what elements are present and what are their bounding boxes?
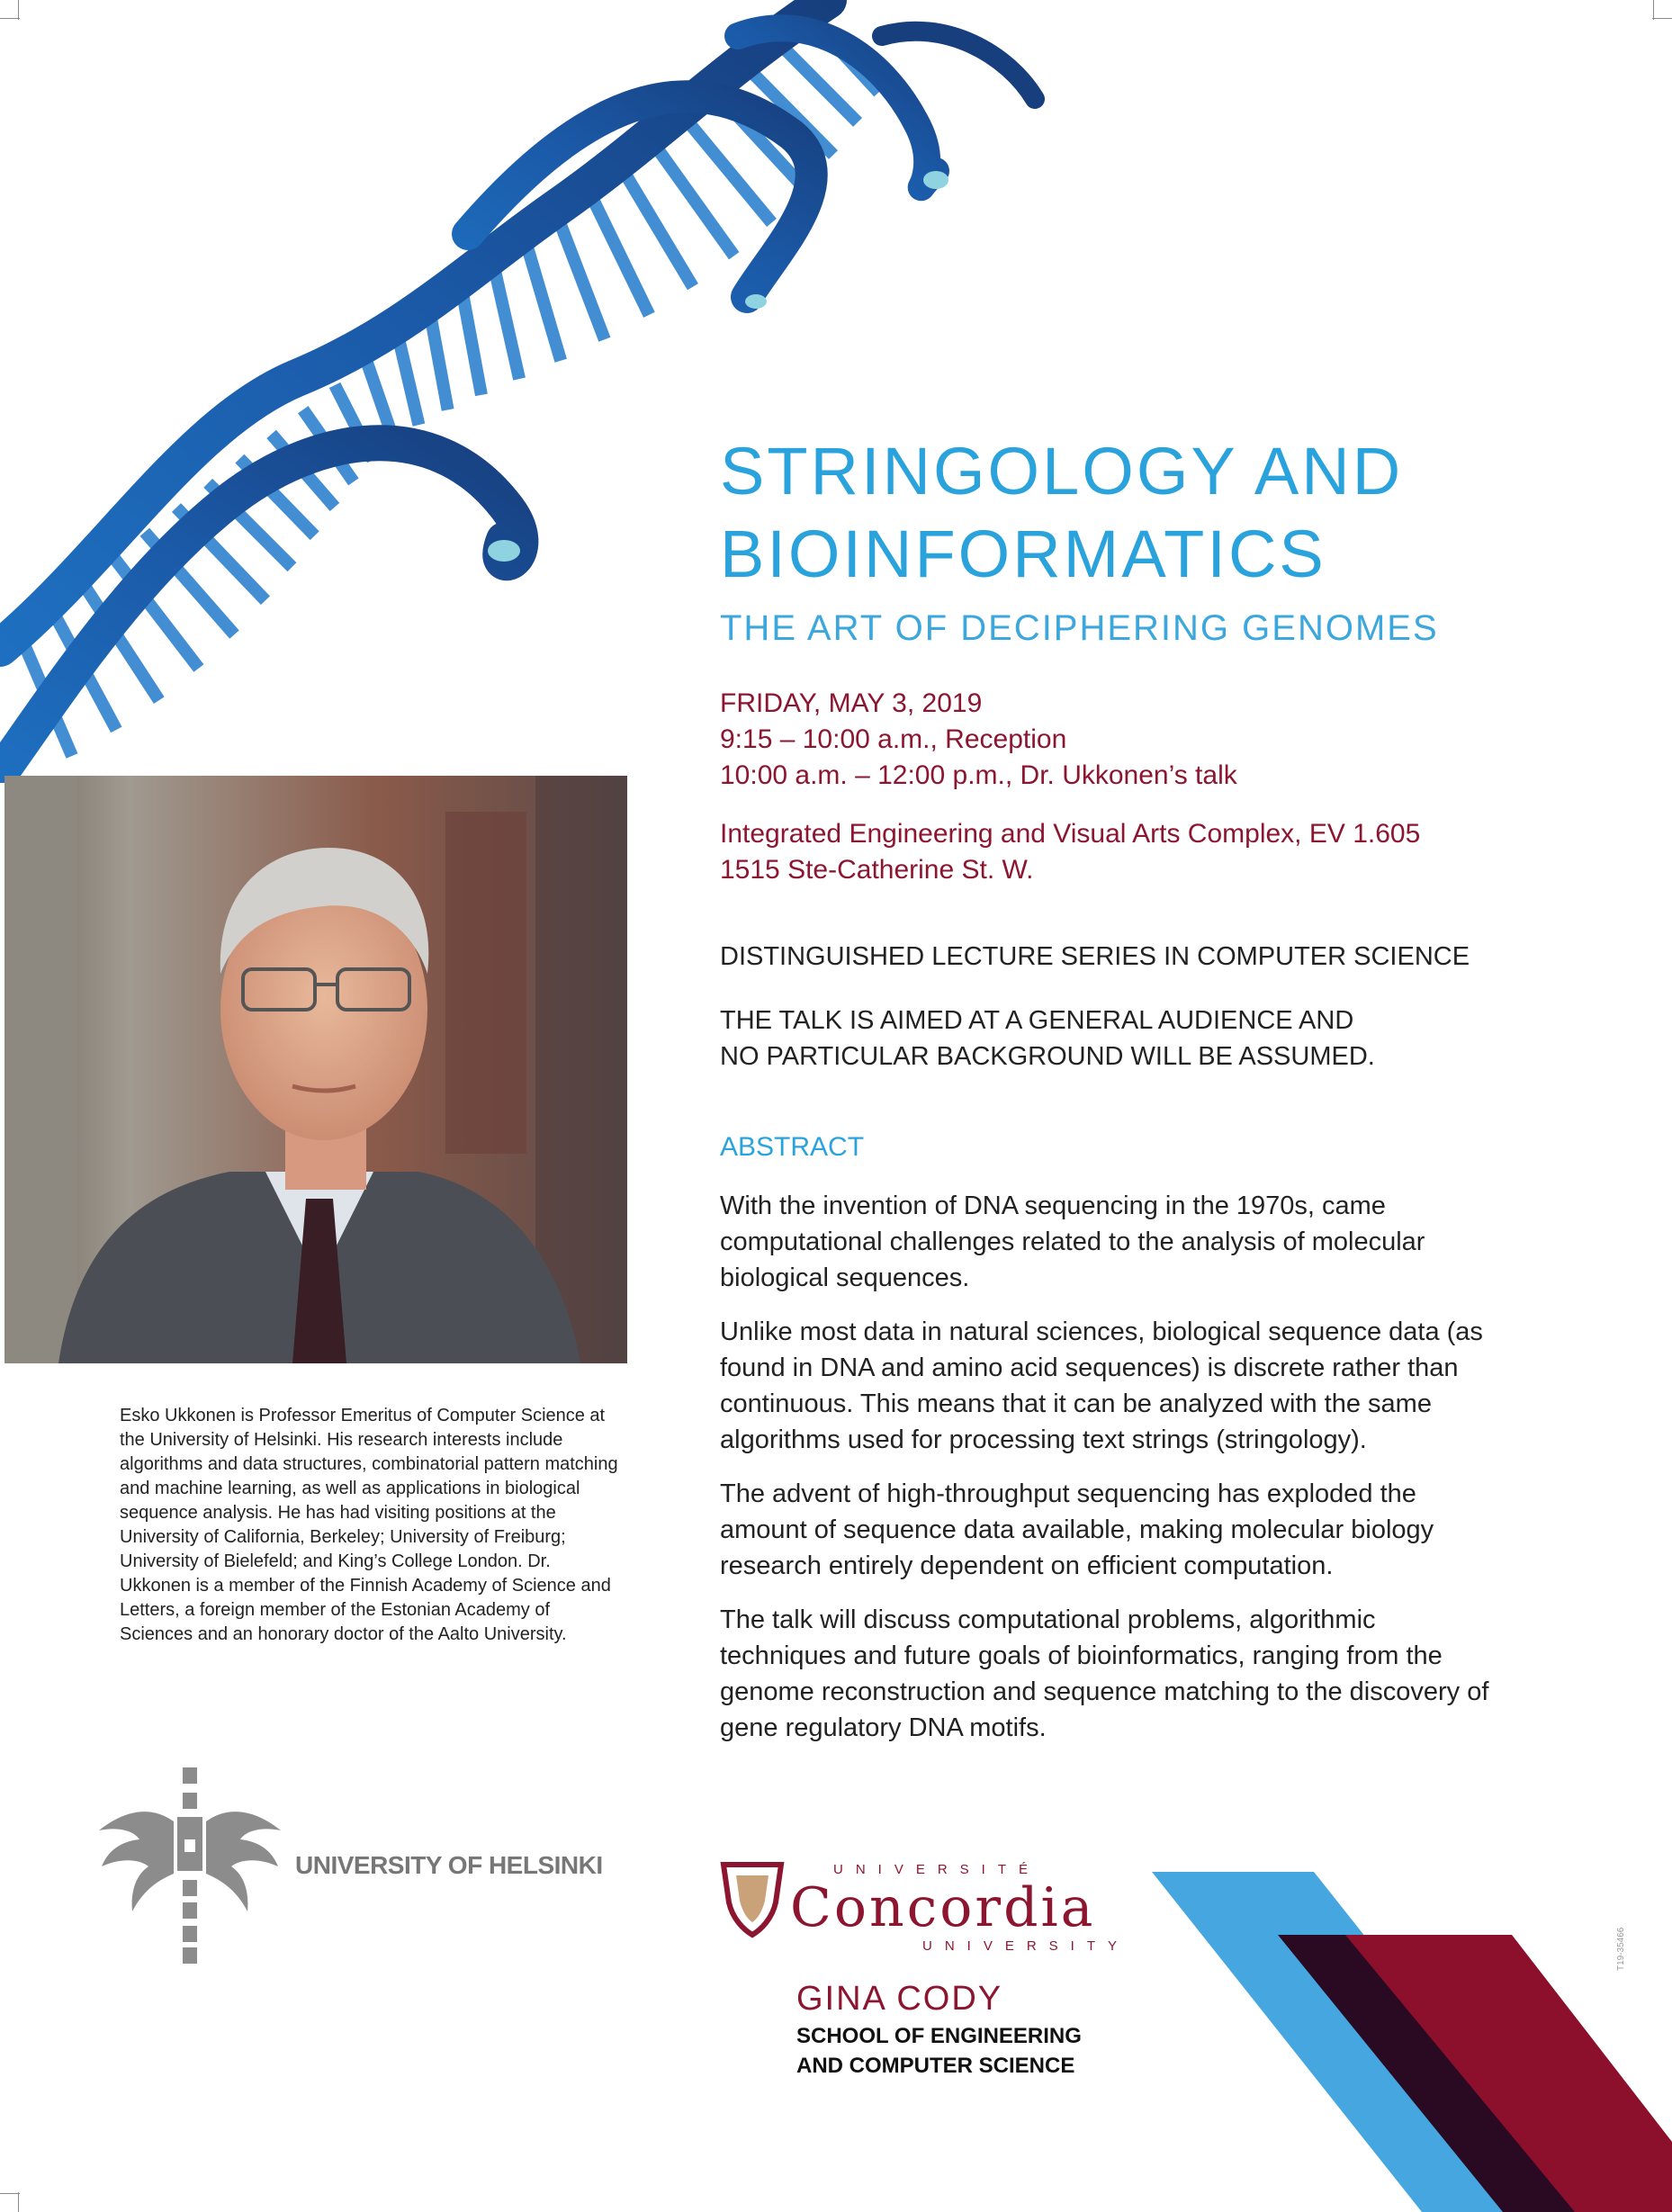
helsinki-flame-logo — [94, 1767, 292, 1965]
event-schedule — [720, 686, 1620, 794]
title-line-1: STRINGOLOGY AND — [720, 434, 1404, 508]
dna-helix-illustration — [0, 0, 1170, 783]
event-date: FRIDAY, MAY 3, 2019 — [720, 688, 983, 718]
abstract-paragraph: The advent of high-throughput sequencing has exploded the amount of sequence data available, making molecular biology research entirely dependent on efficient computation. — [720, 1479, 1434, 1580]
concordia-shield-icon — [720, 1857, 785, 1938]
audience-note — [720, 1003, 1665, 1075]
venue-line-2: 1515 Ste-Catherine St. W. — [720, 855, 1034, 885]
audience-line-2: NO PARTICULAR BACKGROUND WILL BE ASSUMED. — [720, 1042, 1375, 1071]
crop-mark — [0, 2193, 20, 2194]
concordia-wordmark: Concordia — [790, 1876, 1096, 1939]
speaker-bio: Esko Ukkonen is Professor Emeritus of Computer Science at the University of Helsinki. His research interests include algorithms and data structures, combinatorial pattern matching and machine learning, as well as applications in biological sequence analysis. He has had visiting positions at the University of California, Berkeley; University of Freiburg; University of Bielefeld; and King’s College London. Dr. Ukkonen is a member of the Finnish Academy of Science and Letters, a foreign member of the Estonian Academy of Sciences and an honorary doctor of the Aalto University. — [120, 1406, 618, 1644]
poster-title — [720, 430, 1620, 596]
abstract-paragraph: The talk will discuss computational problems, algorithmic techniques and future goals of bioinformatics, ranging from the genome reconstruction and sequence matching to the discovery of gene regulatory DNA motifs. — [720, 1605, 1489, 1742]
abstract-heading: ABSTRACT — [720, 1132, 865, 1162]
event-talk-time: 10:00 a.m. – 12:00 p.m., Dr. Ukkonen’s talk — [720, 760, 1237, 790]
faculty-school — [796, 2021, 1082, 2081]
faculty-name: GINA CODY — [796, 1980, 1003, 2018]
event-venue — [720, 816, 1620, 888]
crop-mark — [1652, 18, 1672, 19]
crop-mark — [18, 2192, 19, 2212]
lecture-series: DISTINGUISHED LECTURE SERIES IN COMPUTER SCIENCE — [720, 942, 1470, 971]
concordia-universite: UNIVERSITÉ — [833, 1862, 1041, 1877]
concordia-university: UNIVERSITY — [922, 1938, 1130, 1954]
audience-line-1: THE TALK IS AIMED AT A GENERAL AUDIENCE AND — [720, 1006, 1354, 1035]
faculty-line-1: SCHOOL OF ENGINEERING — [796, 2024, 1082, 2048]
abstract-paragraph: With the invention of DNA sequencing in the 1970s, came computational challenges related to the analysis of molecular biological sequences. — [720, 1191, 1425, 1292]
event-reception-time: 9:15 – 10:00 a.m., Reception — [720, 724, 1067, 754]
poster-subtitle: THE ART OF DECIPHERING GENOMES — [720, 608, 1439, 648]
print-code: T19-35466 — [1616, 1927, 1626, 1971]
abstract-body — [720, 1188, 1494, 1764]
title-line-2: BIOINFORMATICS — [720, 517, 1326, 591]
helsinki-wordmark: UNIVERSITY OF HELSINKI — [295, 1851, 603, 1879]
abstract-paragraph: Unlike most data in natural sciences, biological sequence data (as found in DNA and amino acid sequences) is discrete rather than continuous. This means that it can be analyzed with the same algorithms used for processing text strings (stringology). — [720, 1317, 1483, 1454]
venue-line-1: Integrated Engineering and Visual Arts Complex, EV 1.605 — [720, 819, 1421, 849]
crop-mark — [1653, 0, 1654, 20]
decorative-stripes — [1152, 1872, 1672, 2212]
speaker-photo — [4, 776, 627, 1363]
faculty-line-2: AND COMPUTER SCIENCE — [796, 2054, 1075, 2078]
